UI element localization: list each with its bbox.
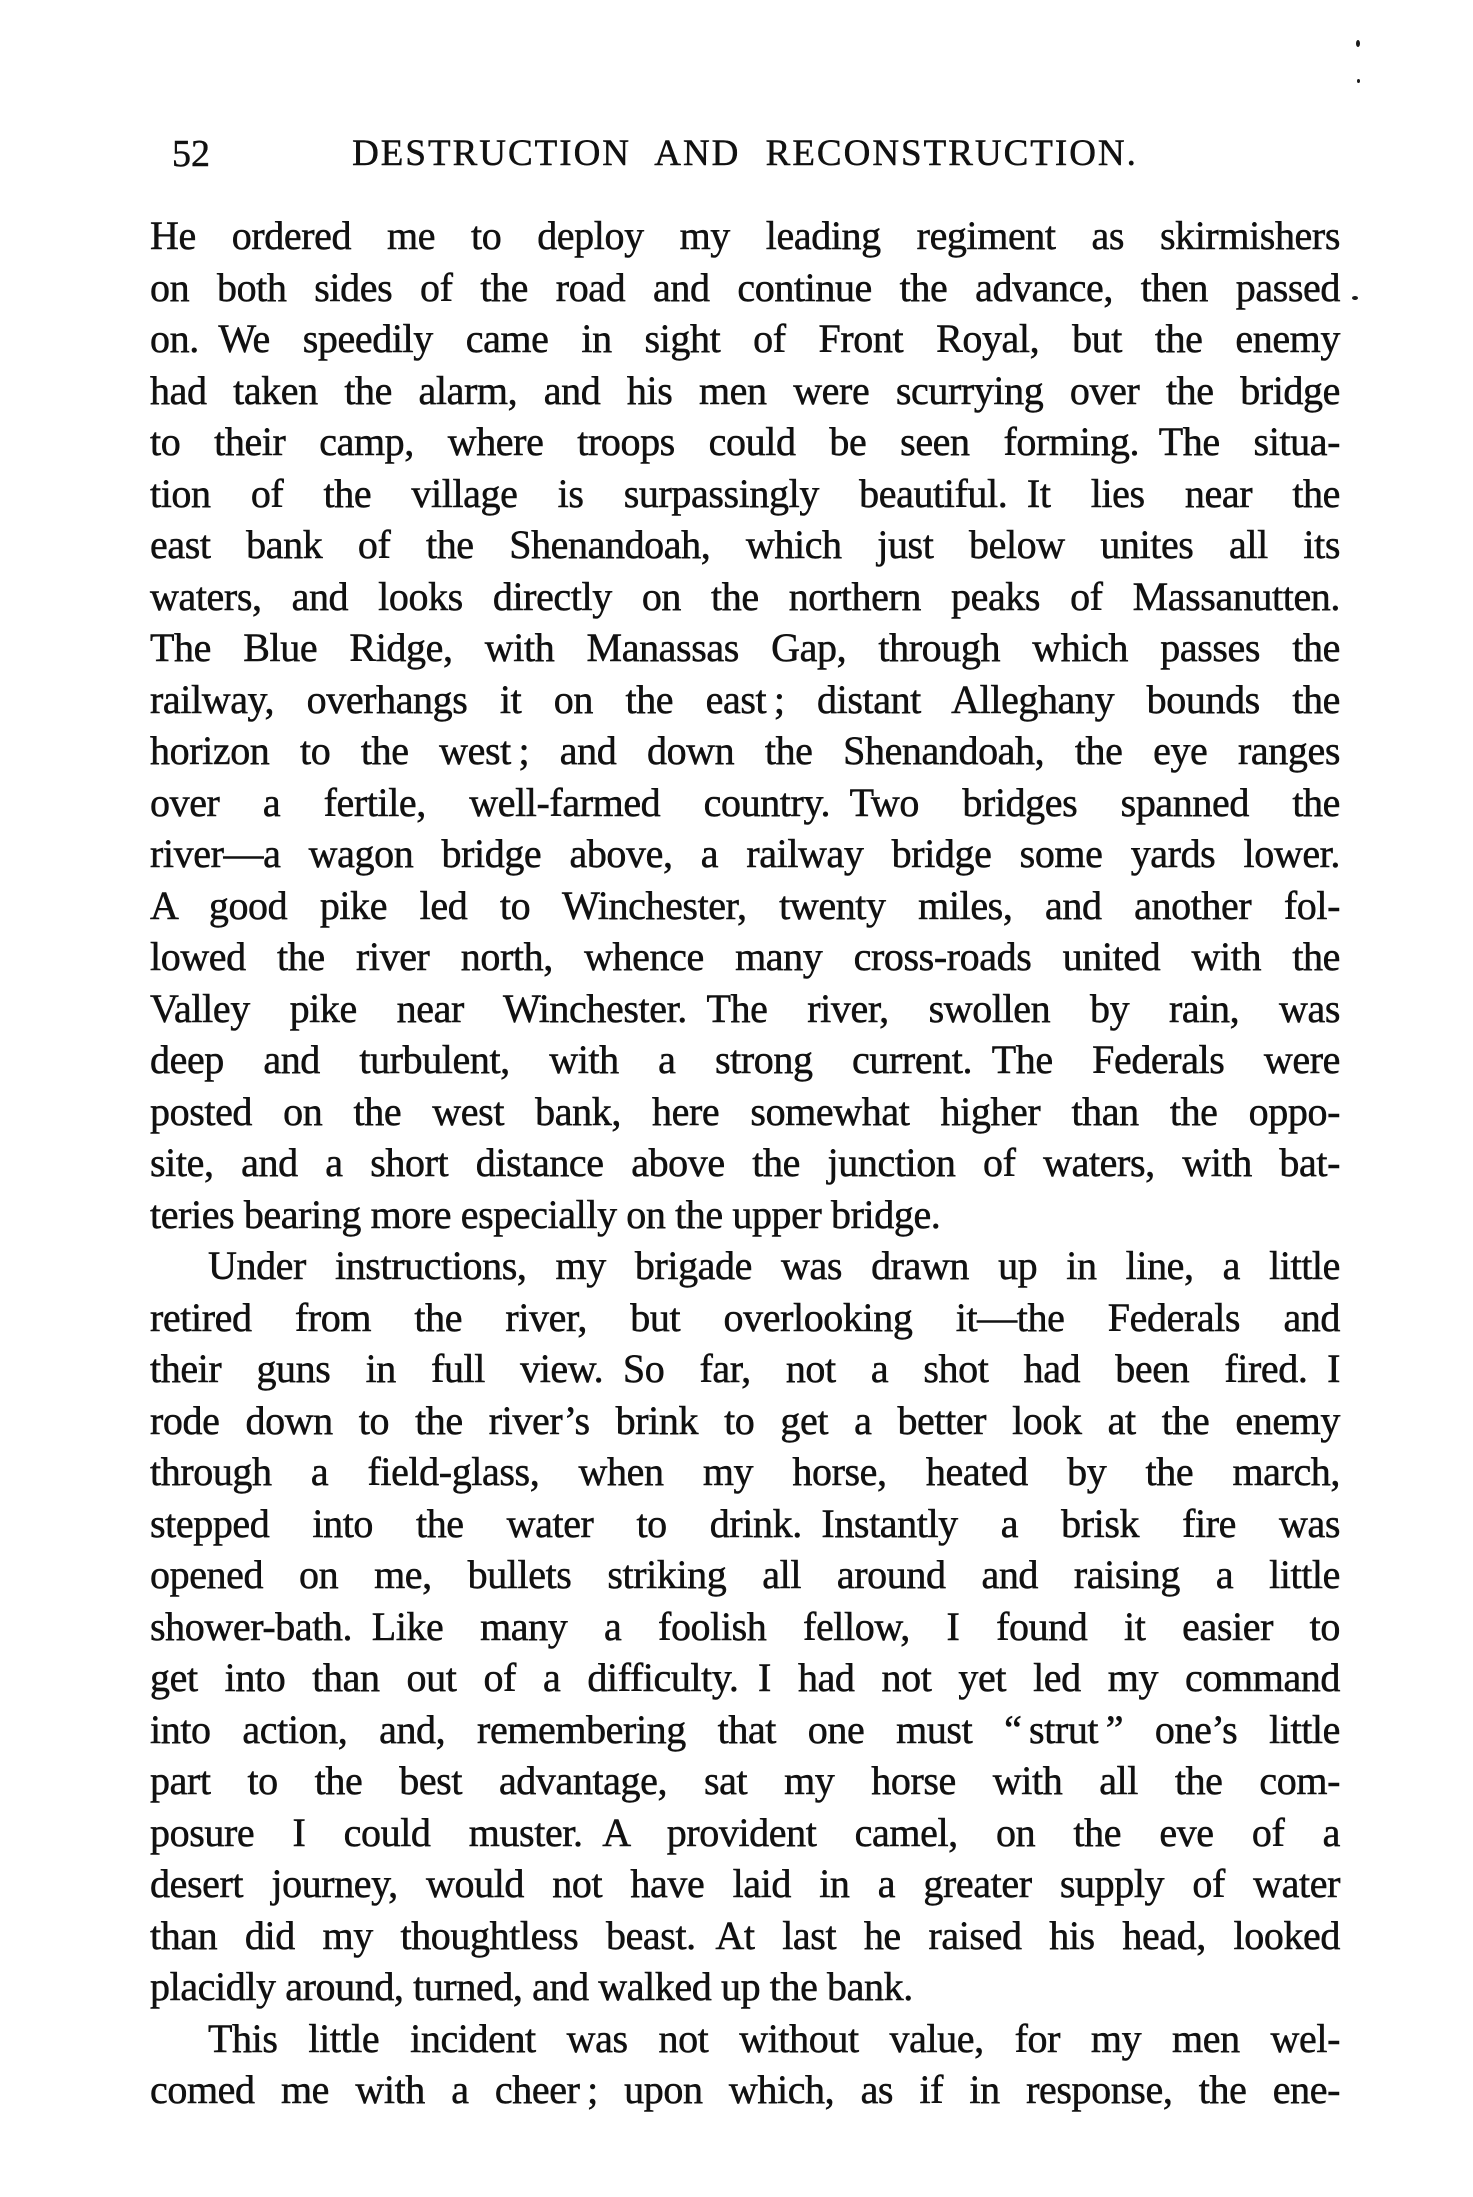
running-title: DESTRUCTION AND RECONSTRUCTION. [352, 133, 1138, 174]
text-line: their guns in full view. So far, not a shot had been fired. I [150, 1346, 1340, 1391]
text-line: over a fertile, well-farmed country. Two bridges spanned the [150, 779, 1340, 825]
scan-speck [1356, 40, 1360, 47]
text-line: teries bearing more especially on the upper bridge. [150, 1191, 941, 1237]
text-line: site, and a short distance above the junction of waters, with bat- [150, 1140, 1340, 1185]
text-line: He ordered me to deploy my leading regiment as skirmishers [150, 213, 1340, 258]
page-body-text [150, 210, 1340, 2116]
text-line: stepped into the water to drink. Instantly a brisk fire was [150, 1500, 1340, 1546]
scan-speck [1352, 296, 1358, 300]
text-line: opened on me, bullets striking all around and raising a little [150, 1552, 1340, 1597]
text-line: part to the best advantage, sat my horse with all the com- [150, 1758, 1340, 1803]
text-line: through a field-glass, when my horse, heated by the march, [150, 1449, 1340, 1494]
text-line: horizon to the west ; and down the Shenandoah, the eye ranges [150, 728, 1340, 773]
text-line: Under instructions, my brigade was drawn up in line, a little [208, 1243, 1340, 1288]
text-line: desert journey, would not have laid in a greater supply of water [150, 1861, 1340, 1906]
text-line: waters, and looks directly on the northern peaks of Massanutten. [150, 573, 1340, 619]
text-line: had taken the alarm, and his men were scurrying over the bridge [150, 367, 1340, 413]
page-header [150, 134, 1340, 180]
text-line: into action, and, remembering that one must “ strut ” one’s little [150, 1706, 1340, 1752]
text-line: posted on the west bank, here somewhat higher than the oppo- [150, 1088, 1340, 1134]
text-line: The Blue Ridge, with Manassas Gap, through which passes the [150, 625, 1340, 670]
text-line: comed me with a cheer ; upon which, as if in response, the ene- [150, 2067, 1340, 2112]
text-line: retired from the river, but overlooking it—the Federals and [150, 1294, 1340, 1340]
text-line: east bank of the Shenandoah, which just below unites all its [150, 522, 1340, 567]
page-number: 52 [172, 133, 210, 175]
scan-speck [1357, 79, 1360, 83]
text-line: tion of the village is surpassingly beautiful. It lies near the [150, 470, 1340, 516]
text-line: Valley pike near Winchester. The river, swollen by rain, was [150, 985, 1340, 1031]
text-line: placidly around, turned, and walked up the bank. [150, 1964, 913, 2009]
text-line: posure I could muster. A provident camel, on the eve of a [150, 1809, 1340, 1855]
text-line: river—a wagon bridge above, a railway bridge some yards lower. [150, 831, 1340, 876]
text-line: rode down to the river’s brink to get a better look at the enemy [150, 1397, 1340, 1443]
text-line: A good pike led to Winchester, twenty miles, and another fol- [150, 882, 1340, 928]
text-line: deep and turbulent, with a strong current. The Federals were [150, 1037, 1340, 1082]
text-line: on. We speedily came in sight of Front Royal, but the enemy [150, 316, 1340, 361]
text-line: on both sides of the road and continue the advance, then passed [150, 264, 1340, 310]
text-line: railway, overhangs it on the east ; distant Alleghany bounds the [150, 676, 1340, 722]
text-line: shower-bath. Like many a foolish fellow, I found it easier to [150, 1603, 1340, 1649]
text-line: than did my thoughtless beast. At last he raised his head, looked [150, 1912, 1340, 1958]
text-line: get into than out of a difficulty. I had not yet led my command [150, 1655, 1340, 1700]
text-line: This little incident was not without value, for my men wel- [208, 2015, 1340, 2061]
text-line: lowed the river north, whence many cross-roads united with the [150, 934, 1340, 979]
text-line: to their camp, where troops could be seen forming. The situa- [150, 419, 1340, 464]
